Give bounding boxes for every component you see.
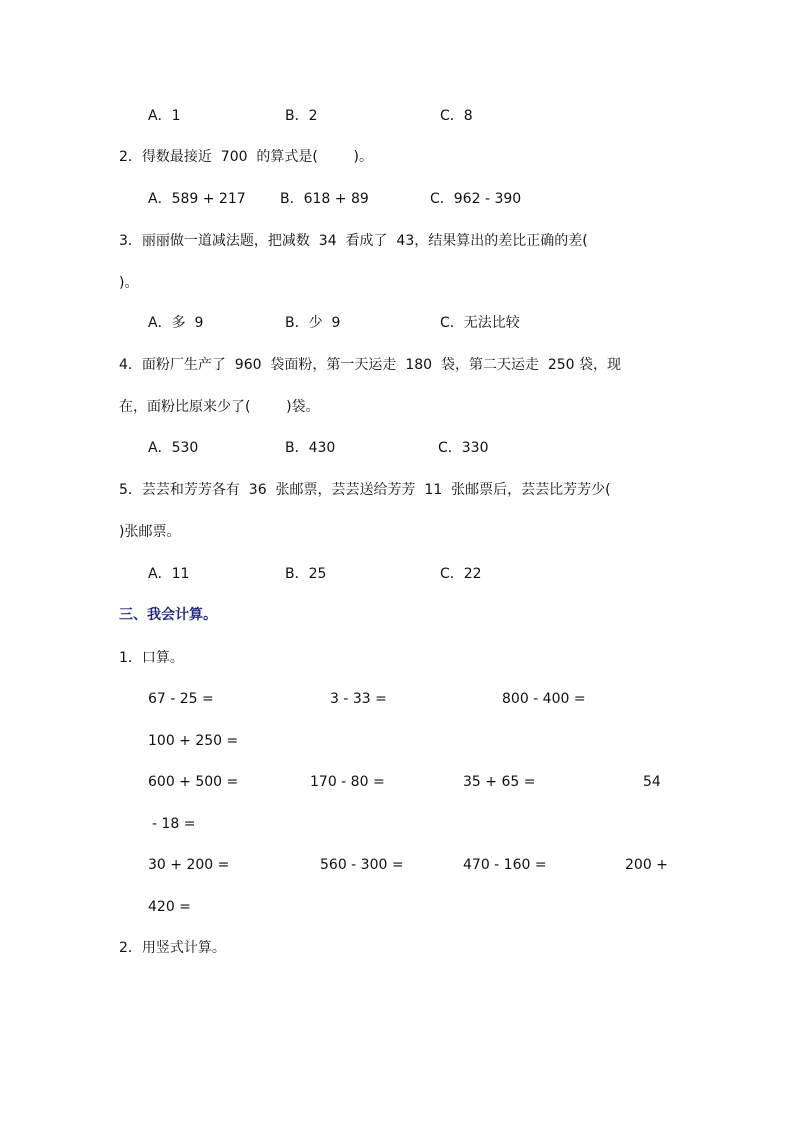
q3-stem-line2: )。 (119, 275, 139, 291)
calc-item: 100 + 250 = (148, 733, 239, 749)
q4-option-c: C．330 (438, 440, 489, 456)
calc-item: 35 + 65 = (463, 774, 536, 790)
calc-item: 3 - 33 = (330, 691, 387, 707)
calc-item: 800 - 400 = (502, 691, 586, 707)
calc-item: 560 - 300 = (320, 857, 404, 873)
section3-sub1: 1．口算。 (119, 650, 184, 666)
calc-item: 54 (643, 774, 661, 790)
calc-item: 470 - 160 = (463, 857, 547, 873)
q1-option-a: A．1 (148, 108, 181, 124)
calc-item: 30 + 200 = (148, 857, 230, 873)
q5-option-b: B．25 (285, 566, 327, 582)
section3-sub2: 2．用竖式计算。 (119, 940, 226, 956)
q4-stem-line2: 在，面粉比原来少了( )袋。 (119, 399, 320, 415)
q3-option-a: A．多 9 (148, 315, 204, 331)
calc-item: - 18 = (152, 816, 196, 832)
q2-option-c: C．962 - 390 (430, 191, 522, 207)
q5-option-a: A．11 (148, 566, 190, 582)
section3-title: 三、我会计算。 (119, 607, 217, 623)
q3-option-b: B．少 9 (285, 315, 341, 331)
calc-item: 170 - 80 = (310, 774, 385, 790)
q1-option-b: B．2 (285, 108, 318, 124)
q4-stem-line1: 4．面粉厂生产了 960 袋面粉，第一天运走 180 袋，第二天运走 250 袋，现 (119, 357, 622, 373)
q2-stem: 2．得数最接近 700 的算式是( )。 (119, 149, 373, 165)
calc-item: 420 = (148, 899, 191, 915)
calc-item: 600 + 500 = (148, 774, 239, 790)
q4-option-b: B．430 (285, 440, 336, 456)
q3-stem-line1: 3．丽丽做一道减法题，把减数 34 看成了 43，结果算出的差比正确的差( (119, 233, 588, 249)
q3-option-c: C．无法比较 (440, 315, 520, 331)
q5-stem-line1: 5．芸芸和芳芳各有 36 张邮票，芸芸送给芳芳 11 张邮票后，芸芸比芳芳少( (119, 482, 611, 498)
calc-item: 200 + (625, 857, 668, 873)
q4-option-a: A．530 (148, 440, 199, 456)
q2-option-b: B．618 + 89 (280, 191, 369, 207)
q5-option-c: C．22 (440, 566, 482, 582)
q5-stem-line2: )张邮票。 (119, 524, 181, 540)
q1-option-c: C．8 (440, 108, 473, 124)
q2-option-a: A．589 + 217 (148, 191, 246, 207)
calc-item: 67 - 25 = (148, 691, 214, 707)
